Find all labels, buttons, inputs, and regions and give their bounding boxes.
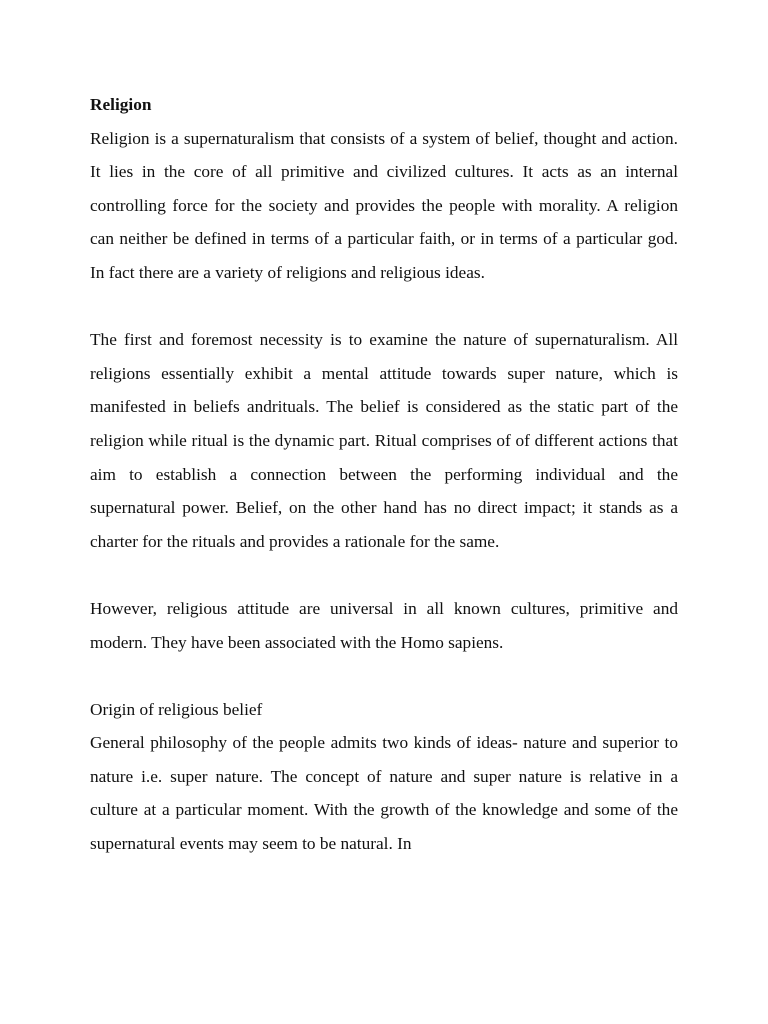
paragraph-gap — [90, 290, 678, 324]
subsection-title: Origin of religious belief — [90, 699, 263, 719]
document-body — [90, 88, 678, 861]
paragraph-gap — [90, 659, 678, 693]
paragraph-gap — [90, 558, 678, 592]
section-title: Religion — [90, 95, 152, 114]
paragraph-intro: Religion is a supernaturalism that consists of a system of belief, thought and action. It lies in the core of all primitive and civilized cultures. It acts as an internal controlling force for the society and provides the people with morality. A religion can neither be defined in terms of a particular faith, or in terms of a particular god. In fact there are a variety of religions and religious ideas. — [90, 128, 678, 282]
paragraph-universal: However, religious attitude are universal in all known cultures, primitive and modern. They have been associated with the Homo sapiens. — [90, 598, 678, 652]
paragraph-origin: General philosophy of the people admits two kinds of ideas- nature and superior to nature i.e. super nature. The concept of nature and super nature is relative in a culture at a particular moment. With the growth of the knowledge and some of the supernatural events may seem to be natural. In — [90, 733, 678, 854]
paragraph-supernaturalism: The first and foremost necessity is to examine the nature of supernaturalism. All religions essentially exhibit a mental attitude towards super nature, which is manifested in beliefs andrituals. The belief is considered as the static part of the religion while ritual is the dynamic part. Ritual comprises of of different actions that aim to establish a connection between the performing individual and the supernatural power. Belief, on the other hand has no direct impact; it stands as a charter for the rituals and provides a rationale for the same. — [90, 330, 678, 551]
